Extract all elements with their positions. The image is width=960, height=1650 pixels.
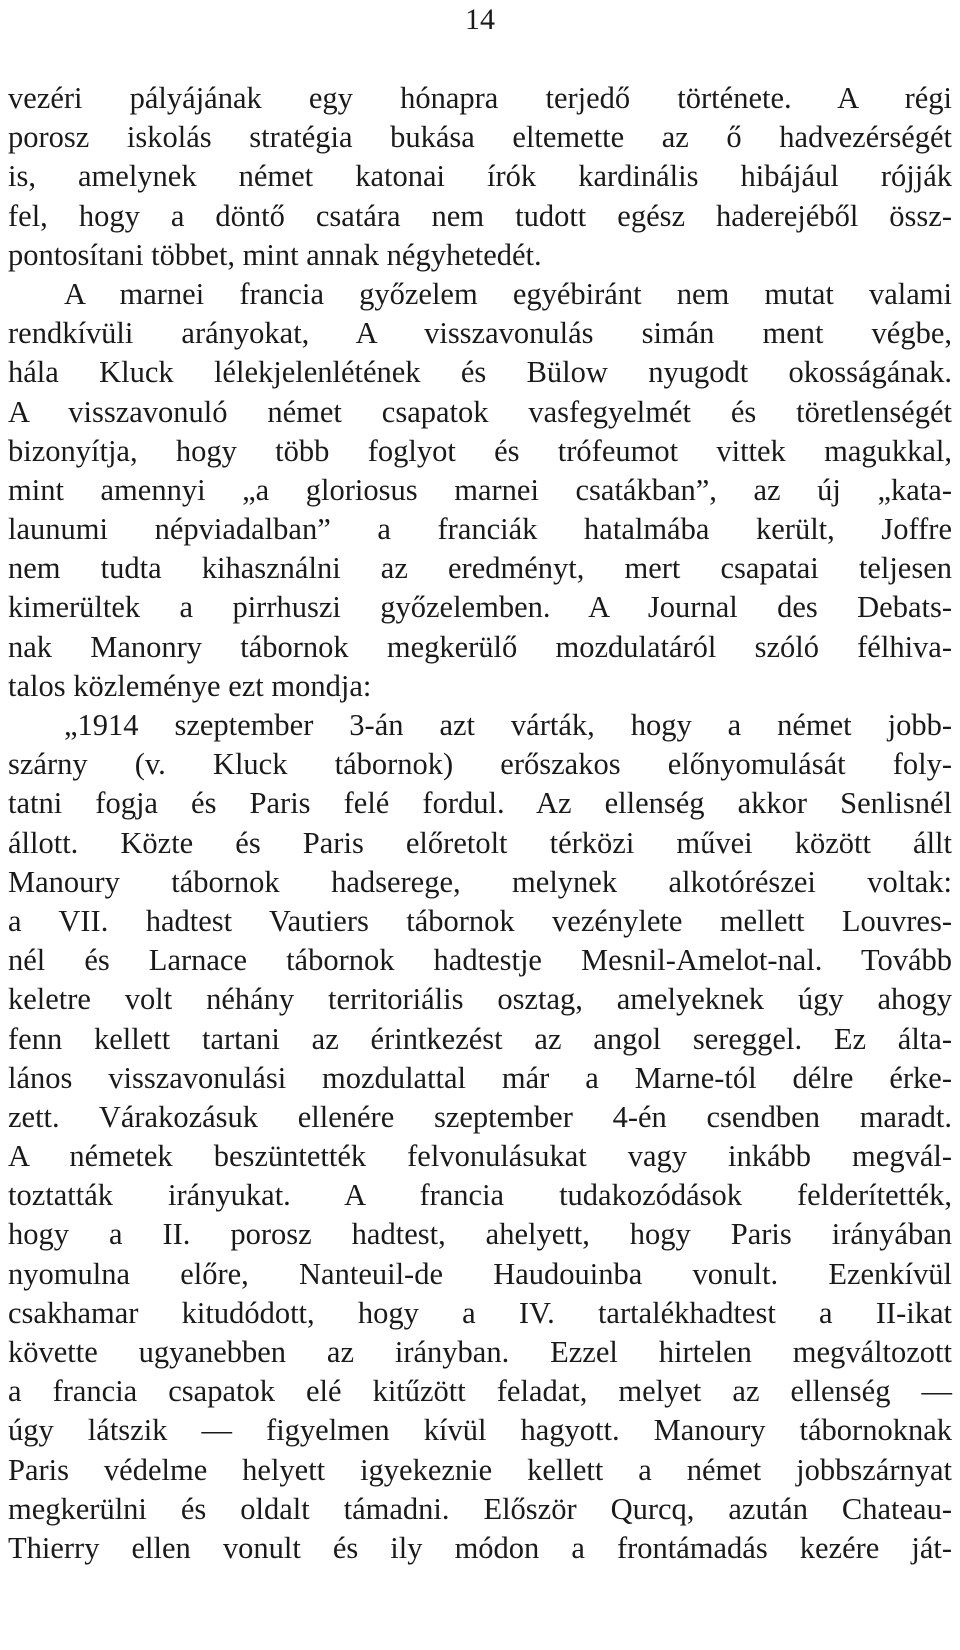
text-line: kimerültek a pirrhuszi győzelemben. A Journal des Debats- [8, 590, 952, 625]
text-line: talos közleménye ezt mondja: [8, 668, 372, 703]
text-line: lános visszavonulási mozdulattal már a Marne-tól délre érke- [8, 1060, 952, 1095]
text-line: Thierry ellen vonult és ily módon a frontámadás kezére ját- [8, 1530, 952, 1565]
text-line: bizonyítja, hogy több foglyot és trófeumot vittek magukkal, [8, 433, 952, 468]
text-line: A németek beszüntették felvonulásukat vagy inkább megvál- [8, 1139, 952, 1174]
text-line: vezéri pályájának egy hónapra terjedő története. A régi [8, 81, 952, 115]
text-line: követte ugyanebben az irányban. Ezzel hirtelen megváltozott [8, 1335, 952, 1369]
text-line: mint amennyi „a gloriosus marnei csatákban”, az új „kata- [8, 472, 952, 507]
text-line: hogy a II. porosz hadtest, ahelyett, hogy Paris irányában [8, 1217, 952, 1252]
text-line: állott. Közte és Paris előretolt térközi művei között állt [8, 825, 952, 860]
text-line: hála Kluck lélekjelenlétének és Bülow nyugodt okosságának. [8, 355, 952, 390]
text-line: fel, hogy a döntő csatára nem tudott egész haderejéből össz- [8, 198, 952, 233]
text-line: szárny (v. Kluck tábornok) erőszakos előnyomulását foly- [8, 747, 952, 782]
text-line: a VII. hadtest Vautiers tábornok vezénylete mellett Louvres- [8, 903, 952, 938]
text-line: Manoury tábornok hadserege, melynek alkotórészei voltak: [8, 864, 952, 899]
page-number: 14 [465, 3, 495, 36]
body-text [8, 79, 952, 1568]
text-line: fenn kellett tartani az érintkezést az angol sereggel. Ez álta- [8, 1021, 952, 1056]
text-line: toztatták irányukat. A francia tudakozódások felderítették, [8, 1178, 952, 1213]
text-line: „1914 szeptember 3-án azt várták, hogy a német jobb- [64, 708, 952, 742]
text-line: a francia csapatok elé kitűzött feladat, melyet az ellenség — [8, 1374, 952, 1409]
text-line: csakhamar kitudódott, hogy a IV. tartalékhadtest a II-ikat [8, 1295, 952, 1330]
text-line: zett. Várakozásuk ellenére szeptember 4-én csendben maradt. [8, 1099, 952, 1134]
text-line: A visszavonuló német csapatok vasfegyelmét és töretlenségét [8, 394, 952, 429]
text-line: nem tudta kihasználni az eredményt, mert csapatai teljesen [8, 551, 952, 586]
text-line: nak Manonry tábornok megkerülő mozdulatáról szóló félhiva- [8, 629, 952, 664]
text-line: Paris védelme helyett igyekeznie kellett a német jobbszárnyat [8, 1452, 952, 1487]
text-line: tatni fogja és Paris felé fordul. Az ellenség akkor Senlisnél [8, 786, 952, 821]
text-line: keletre volt néhány territoriális osztag, amelyeknek úgy ahogy [8, 982, 952, 1017]
text-line: launumi népviadalban” a franciák hatalmába került, Joffre [8, 512, 952, 547]
text-line: porosz iskolás stratégia bukása eltemette az ő hadvezérségét [8, 120, 952, 155]
text-line: is, amelynek német katonai írók kardinális hibájául rójják [8, 159, 952, 194]
text-line: úgy látszik — figyelmen kívül hagyott. Manoury tábornoknak [8, 1413, 952, 1448]
text-line: nyomulna előre, Nanteuil-de Haudouinba vonult. Ezenkívül [8, 1256, 952, 1291]
text-line: A marnei francia győzelem egyébiránt nem mutat valami [64, 276, 952, 311]
text-line: pontosítani többet, mint annak négyhetedét. [8, 237, 542, 272]
text-line: megkerülni és oldalt támadni. Először Qurcq, azután Chateau- [8, 1491, 952, 1526]
text-line: nél és Larnace tábornok hadtestje Mesnil-Amelot-nal. Tovább [8, 943, 952, 978]
text-line: rendkívüli arányokat, A visszavonulás simán ment végbe, [8, 316, 952, 351]
